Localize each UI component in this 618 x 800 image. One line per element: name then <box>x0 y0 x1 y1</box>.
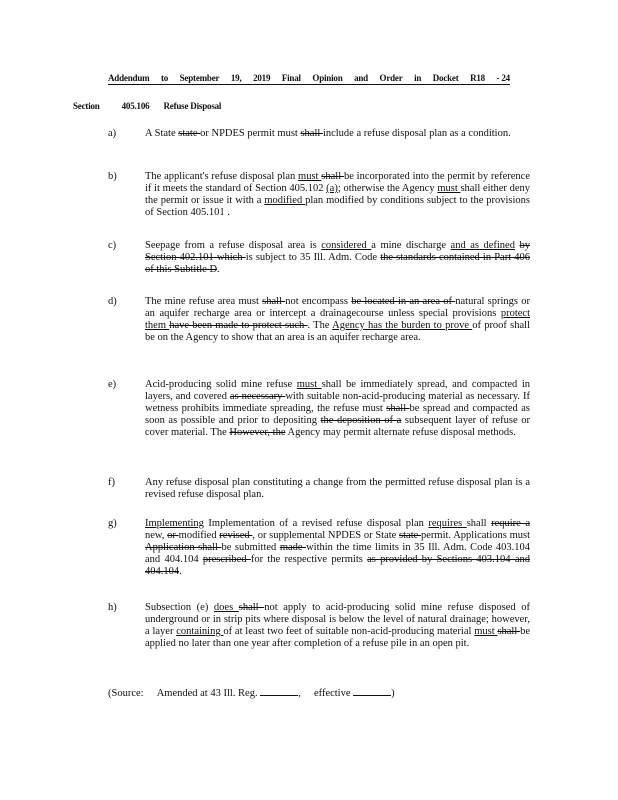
header-word: September <box>179 73 220 83</box>
deleted-text: prescribed <box>202 554 251 565</box>
source-comma: , <box>298 688 301 699</box>
section-number: 405.106 <box>121 101 150 111</box>
deleted-text: shall <box>497 626 521 637</box>
inserted-text: Implementing <box>145 518 204 529</box>
inserted-text: prove <box>445 320 473 331</box>
text-run: Seepage from a refuse disposal area is <box>145 240 322 251</box>
text-run: or NPDES permit must <box>200 128 301 139</box>
header-word: Order <box>379 73 403 83</box>
text-run: The mine refuse area must <box>145 296 263 307</box>
deleted-text: However, the <box>229 427 286 438</box>
subsection-text <box>145 128 530 140</box>
subsection-text <box>145 518 530 578</box>
text-run: not encompass <box>285 296 352 307</box>
header-word: Addendum <box>108 73 150 83</box>
text-run: . <box>179 566 182 577</box>
inserted-text: must <box>474 626 498 637</box>
subsection-label: c) <box>108 240 117 251</box>
source-effective: effective <box>313 688 351 699</box>
deleted-text: shall <box>386 403 410 414</box>
source-suffix: ) <box>391 688 395 699</box>
subsection-label: a) <box>108 128 117 139</box>
inserted-text: must <box>296 379 322 390</box>
text-run: A State <box>145 128 179 139</box>
text-run: . The <box>307 320 333 331</box>
deleted-text: state <box>178 128 201 139</box>
deleted-text: have been made to protect such <box>169 320 308 331</box>
subsection-label: g) <box>108 518 117 529</box>
header-word: 2019 <box>253 73 271 83</box>
deleted-text: shall <box>300 128 323 139</box>
header-word: R18 <box>470 73 485 83</box>
inserted-text: and as defined <box>450 240 515 251</box>
deleted-text: shall <box>238 602 265 613</box>
deleted-text: by Section 402.101 which <box>145 240 530 263</box>
text-run: within the time limits in 35 Ill. Adm. Code 403.104 and 404.104 <box>145 542 530 565</box>
deleted-text: revised <box>219 530 253 541</box>
subsection-label: f) <box>108 477 115 488</box>
inserted-text: must <box>437 183 461 194</box>
text-run: natural springs or an aquifer recharge area or intercept a drainagecourse unless special provisions <box>145 296 530 319</box>
text-run: be spread and compacted as soon as possible and prior to depositing <box>145 403 530 426</box>
header-word: Opinion <box>312 73 343 83</box>
subsection-text <box>145 171 530 219</box>
deleted-text: as provided by Sections 403.104 and 404.104 <box>145 554 530 577</box>
text-run: for the respective permits <box>250 554 368 565</box>
text-run: of at least two feet of suitable non-acid-producing material <box>223 626 475 637</box>
text-run: . <box>217 264 220 275</box>
text-run: of proof shall be on the Agency to show that an area is an aquifer recharge area. <box>145 320 530 343</box>
register-page-blank <box>260 686 298 696</box>
text-run: Any refuse disposal plan constituting a change from the permitted refuse disposal plan is a revised refuse disposal plan. <box>145 477 530 500</box>
source-note <box>108 686 395 699</box>
text-run: include a refuse disposal plan as a condition. <box>322 128 511 139</box>
inserted-text: protect them <box>145 308 530 331</box>
deleted-text: made <box>279 542 307 553</box>
section-heading <box>73 101 221 111</box>
deleted-text: require a <box>491 518 530 529</box>
text-run: shall be immediately spread, and compacted in layers, and covered <box>145 379 531 402</box>
header-word: Docket <box>432 73 459 83</box>
text-run: be incorporated into the permit by reference if it meets the standard of Section 405.102 <box>145 171 530 194</box>
inserted-text: considered <box>321 240 372 251</box>
deleted-text: the standards contained in Part 406 of this Subtitle D <box>145 252 531 275</box>
deleted-text: state <box>399 530 422 541</box>
deleted-text: shall <box>262 296 286 307</box>
text-run: Implementation of a revised refuse disposal plan <box>203 518 429 529</box>
subsection-label: b) <box>108 171 117 182</box>
subsection-text <box>145 240 530 276</box>
text-run: ; otherwise the Agency <box>337 183 438 194</box>
deleted-text: as necessary <box>229 391 286 402</box>
text-run: Subsection (e) <box>145 602 214 613</box>
inserted-text: does <box>213 602 239 613</box>
text-run: subsequent layer of refuse or cover material. The <box>145 415 530 438</box>
text-run: be applied no later than one year after completion of a refuse pile in an open pit. <box>145 626 530 649</box>
text-run: shall either deny the permit or issue it with a <box>145 183 531 206</box>
inserted-text: (a) <box>326 183 338 194</box>
header-word: - 24 <box>496 73 510 83</box>
deleted-text: shall <box>321 171 344 182</box>
inserted-text: Agency has the burden to <box>332 320 446 331</box>
text-run: not apply to acid-producing solid mine refuse disposed of underground or in strip pits where disposal is below the level of natural drainage; however, a layer <box>145 602 530 637</box>
deleted-text: be located in an area of <box>351 296 456 307</box>
inserted-text: requires <box>428 518 467 529</box>
section-label: Section <box>73 101 100 111</box>
text-run: new, <box>145 530 168 541</box>
deleted-text: Application shall <box>145 542 222 553</box>
text-run: with suitable non-acid-producing material as necessary. If wetness prohibits immediate spreading, the refuse must <box>145 391 530 414</box>
inserted-text: containing <box>176 626 224 637</box>
text-run: modified <box>178 530 220 541</box>
deleted-text: the deposition of a <box>320 415 402 426</box>
header-word: in <box>414 73 422 83</box>
text-run: a mine discharge <box>371 240 451 251</box>
subsection-label: e) <box>108 379 117 390</box>
subsection-text <box>145 602 530 650</box>
text-run: plan modified by conditions subject to the provisions of Section 405.101 . <box>145 195 530 218</box>
source-amended: Amended at 43 Ill. Reg. <box>156 688 258 699</box>
subsection-text <box>145 477 530 501</box>
document-header <box>108 73 510 85</box>
deleted-text: or <box>167 530 179 541</box>
inserted-text: modified <box>264 195 306 206</box>
text-run: shall <box>466 518 492 529</box>
text-run: is subject to 35 Ill. Adm. Code <box>245 252 381 263</box>
inserted-text: must <box>298 171 322 182</box>
header-word: Final <box>281 73 301 83</box>
header-word: and <box>354 73 368 83</box>
text-run: be submitted <box>221 542 280 553</box>
subsection-label: h) <box>108 602 117 613</box>
effective-date-blank <box>353 686 391 696</box>
text-run: permit. Applications must <box>421 530 530 541</box>
text-run: , or supplemental NPDES or State <box>252 530 400 541</box>
text-run: The applicant's refuse disposal plan <box>145 171 299 182</box>
subsection-text <box>145 379 530 439</box>
text-run: Agency may permit alternate refuse disposal methods. <box>285 427 516 438</box>
header-word: to <box>160 73 169 83</box>
subsection-text <box>145 296 530 344</box>
text-run: Acid-producing solid mine refuse <box>145 379 297 390</box>
source-prefix: (Source: <box>108 688 144 699</box>
section-title: Refuse Disposal <box>163 101 222 111</box>
header-word: 19, <box>230 73 242 83</box>
subsection-label: d) <box>108 296 117 307</box>
